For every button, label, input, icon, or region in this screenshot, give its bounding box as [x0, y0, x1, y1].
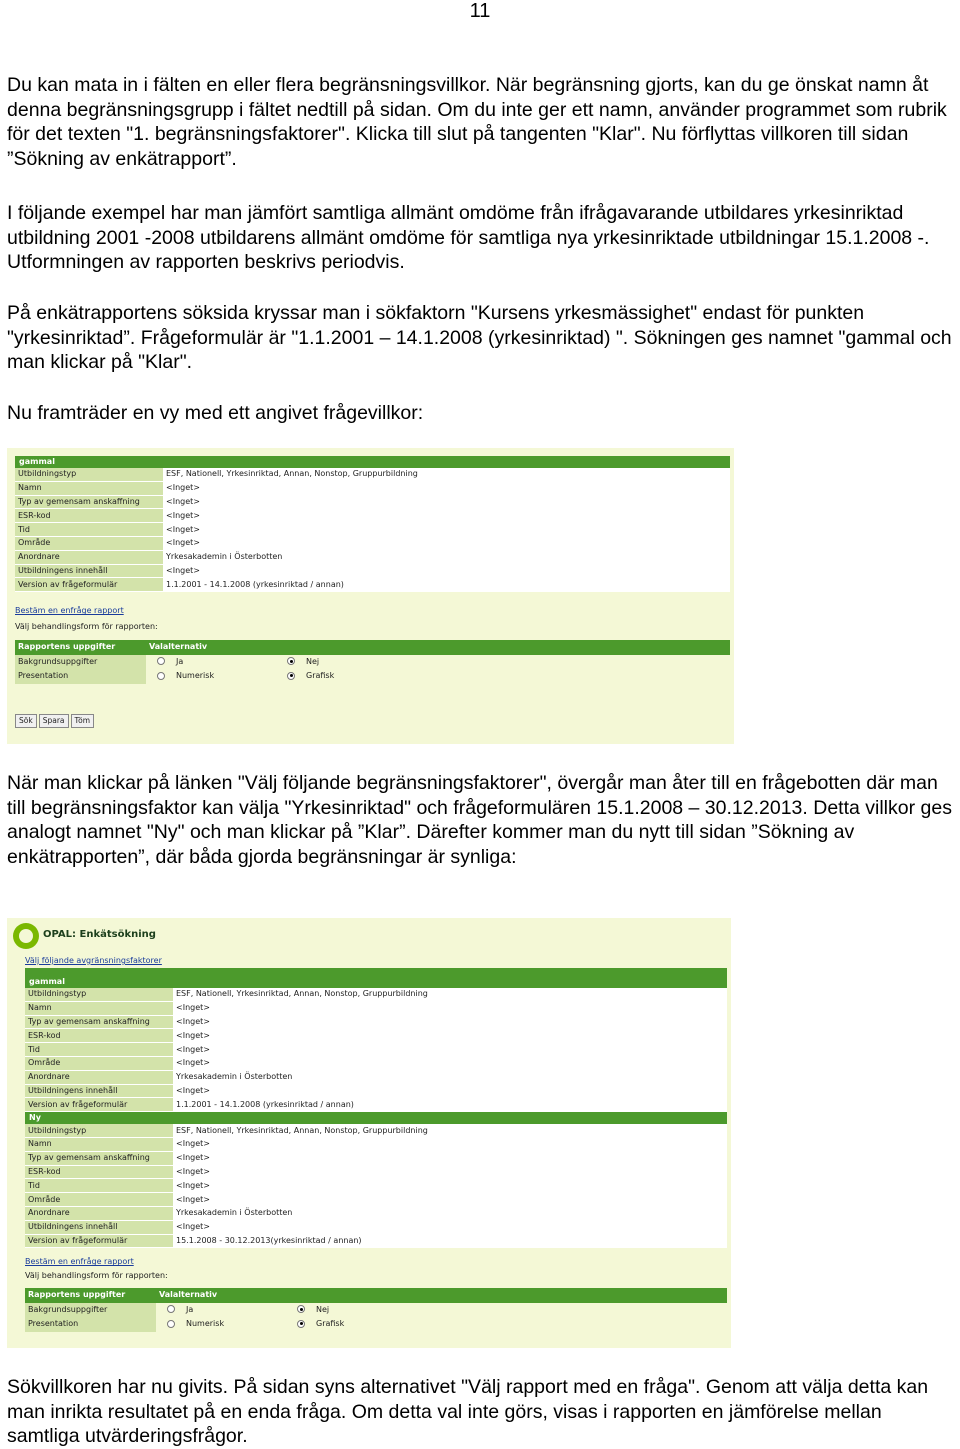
field-label: Namn [15, 481, 163, 495]
field-value: <Inget> [173, 1056, 727, 1070]
table-row [25, 1098, 727, 1112]
paragraph-link-info: När man klickar på länken "Välj följande begränsningsfaktorer", övergår man åter till en frågebotten där man till begränsningsfaktor kan välja "Yrkesinriktad" och frågeformulären 15.1.2008 – 30.12.2013. Detta villkor ges analogt namnet "Ny" och man klickar på ”Klar”. Därefter kommer man du nytt till sidan ”Sökning av enkätrapporten”, där båda gjorda begränsningar är synliga: [7, 772, 952, 868]
table-row [25, 1084, 727, 1098]
field-value: <Inget> [173, 1043, 727, 1057]
table-row [15, 495, 730, 509]
field-value: <Inget> [173, 1193, 727, 1207]
table-row [25, 1220, 727, 1234]
paragraph-view: Nu framträder en vy med ett angivet frågevillkor: [7, 402, 424, 424]
button-bar [15, 714, 730, 728]
table-row [25, 1179, 727, 1193]
field-value: <Inget> [173, 1151, 727, 1165]
field-label: Anordnare [15, 550, 163, 564]
table-row [25, 988, 727, 1001]
table-row [25, 1015, 727, 1029]
clear-button[interactable]: Töm [71, 714, 95, 728]
field-value: <Inget> [173, 1015, 727, 1029]
field-value: <Inget> [163, 481, 730, 495]
options-header-right: Valalternativ [156, 1288, 727, 1303]
table-row [25, 1151, 727, 1165]
field-label: Utbildningens innehåll [25, 1084, 173, 1098]
choose-limits-link[interactable]: Välj följande avgränsningsfaktorer [25, 956, 162, 965]
table-row [15, 655, 730, 670]
search-button[interactable]: Sök [15, 714, 37, 728]
table-row [25, 1070, 727, 1084]
table-row [25, 1165, 727, 1179]
table-row [15, 523, 730, 537]
choose-format-text: Välj behandlingsform för rapporten: [25, 1271, 168, 1281]
field-label: Typ av gemensam anskaffning [25, 1015, 173, 1029]
group-title: gammal [25, 976, 727, 988]
field-label: Tid [15, 523, 163, 537]
filter-table [15, 468, 730, 592]
table-row [25, 1317, 727, 1332]
field-label: Utbildningstyp [25, 1124, 173, 1137]
field-value: 15.1.2008 - 30.12.2013(yrkesinriktad / annan) [173, 1234, 727, 1248]
radio-numerisk[interactable] [157, 672, 165, 680]
field-label: Anordnare [25, 1070, 173, 1084]
paragraph-example: I följande exempel har man jämfört samtliga allmänt omdöme från ifrågavarande utbildares yrkesinriktad utbildning 2001 -2008 utbildarens allmänt omdöme för samtliga nya yrkesinriktade utbildningar 15.1.2008 -. Utformningen av rapporten beskrivs periodvis. [7, 202, 930, 274]
group-divider [25, 968, 727, 976]
screenshot-search-form [7, 448, 734, 744]
option-label: Presentation [25, 1317, 156, 1332]
save-button[interactable]: Spara [39, 714, 69, 728]
option-a: Ja [186, 1304, 194, 1314]
field-label: Version av frågeformulär [25, 1234, 173, 1248]
opal-logo-icon [13, 923, 39, 949]
field-label: Tid [25, 1043, 173, 1057]
field-label: Utbildningens innehåll [15, 564, 163, 578]
group-title: gammal [15, 456, 730, 468]
single-question-report-link[interactable]: Bestäm en enfråge rapport [25, 1257, 134, 1267]
radio-grafisk[interactable] [297, 1320, 305, 1328]
radio-numerisk[interactable] [167, 1320, 175, 1328]
group-title: Ny [25, 1112, 727, 1124]
filter-table [25, 1124, 727, 1248]
table-row [15, 468, 730, 481]
field-value: Yrkesakademin i Österbotten [163, 550, 730, 564]
option-b: Grafisk [316, 1319, 345, 1329]
table-row [25, 1043, 727, 1057]
field-value: 1.1.2001 - 14.1.2008 (yrkesinriktad / annan) [163, 578, 730, 592]
radio-nej[interactable] [297, 1305, 305, 1313]
field-value: <Inget> [173, 1084, 727, 1098]
field-value: <Inget> [173, 1137, 727, 1151]
field-label: Utbildningens innehåll [25, 1220, 173, 1234]
field-value: <Inget> [173, 1029, 727, 1043]
field-label: Tid [25, 1179, 173, 1193]
field-value: ESF, Nationell, Yrkesinriktad, Annan, Nonstop, Gruppurbildning [173, 988, 727, 1001]
option-label: Presentation [15, 669, 146, 684]
option-a: Ja [176, 656, 184, 666]
opal-header [7, 918, 731, 952]
option-b: Grafisk [306, 671, 335, 681]
field-label: Område [25, 1056, 173, 1070]
option-a: Numerisk [176, 671, 215, 681]
table-row [15, 550, 730, 564]
options-header-left: Rapportens uppgifter [25, 1288, 156, 1303]
field-value: <Inget> [173, 1165, 727, 1179]
table-row [25, 1124, 727, 1137]
field-value: <Inget> [163, 523, 730, 537]
page-number: 11 [469, 0, 491, 22]
table-row [25, 1193, 727, 1207]
field-value: Yrkesakademin i Österbotten [173, 1070, 727, 1084]
table-row [25, 1206, 727, 1220]
field-label: Namn [25, 1001, 173, 1015]
paragraph-intro: Du kan mata in i fälten en eller flera begränsningsvillkor. När begränsning gjorts, kan du ge önskat namn åt denna begränsningsgrupp i fältet nedtill på sidan. Om du inte ger ett namn, använder programmet som rubrik för det texten "1. begränsningsfaktorer". Klicka till slut på tangenten "Klar". Nu förflyttas villkoren till sidan ”Sökning av enkätrapport”. [7, 74, 947, 170]
field-label: ESR-kod [25, 1029, 173, 1043]
screenshot-opal-search [7, 918, 731, 1348]
app-title: OPAL: Enkätsökning [43, 929, 156, 940]
field-label: ESR-kod [15, 509, 163, 523]
field-value: <Inget> [163, 564, 730, 578]
field-value: 1.1.2001 - 14.1.2008 (yrkesinriktad / annan) [173, 1098, 727, 1112]
field-label: Anordnare [25, 1206, 173, 1220]
field-label: Typ av gemensam anskaffning [25, 1151, 173, 1165]
table-row [25, 1303, 727, 1318]
table-row [15, 481, 730, 495]
table-row [25, 1056, 727, 1070]
table-row [15, 564, 730, 578]
options-header-right: Valalternativ [146, 640, 730, 655]
field-value: ESF, Nationell, Yrkesinriktad, Annan, Nonstop, Gruppurbildning [163, 468, 730, 481]
field-label: Område [15, 536, 163, 550]
choose-format-text: Välj behandlingsform för rapporten: [15, 622, 158, 632]
filter-table [25, 988, 727, 1112]
field-value: <Inget> [173, 1220, 727, 1234]
field-label: Version av frågeformulär [15, 578, 163, 592]
radio-nej[interactable] [287, 657, 295, 665]
option-b: Nej [306, 656, 320, 666]
field-value: <Inget> [173, 1179, 727, 1193]
field-value: <Inget> [163, 509, 730, 523]
field-value: Yrkesakademin i Österbotten [173, 1206, 727, 1220]
field-label: Typ av gemensam anskaffning [15, 495, 163, 509]
table-row [15, 509, 730, 523]
field-value: <Inget> [163, 536, 730, 550]
option-b: Nej [316, 1304, 330, 1314]
field-value: ESF, Nationell, Yrkesinriktad, Annan, Nonstop, Gruppurbildning [173, 1124, 727, 1137]
paragraph-conclusion: Sökvillkoren har nu givits. På sidan syns alternativet "Välj rapport med en fråga". Genom att välja detta kan man inrikta resultatet på en enda fråga. Om detta val inte görs, visas i rapporten en jämförelse mellan samtliga utvärderingsfrågor. [7, 1376, 929, 1448]
table-row [25, 1029, 727, 1043]
radio-ja[interactable] [167, 1305, 175, 1313]
paragraph-search-page: På enkätrapportens söksida kryssar man i sökfaktorn "Kursens yrkesmässighet" endast för punkten "yrkesinriktad”. Frågeformulär är "1.1.2001 – 14.1.2008 (yrkesinriktad) ". Sökningen ges namnet "gammal och man klickar på "Klar". [7, 302, 952, 374]
table-row [25, 1234, 727, 1248]
option-label: Bakgrundsuppgifter [25, 1303, 156, 1318]
field-label: Namn [25, 1137, 173, 1151]
field-value: <Inget> [173, 1001, 727, 1015]
radio-grafisk[interactable] [287, 672, 295, 680]
report-options-table [15, 640, 730, 684]
options-header-left: Rapportens uppgifter [15, 640, 146, 655]
table-row [25, 1001, 727, 1015]
radio-ja[interactable] [157, 657, 165, 665]
field-label: Version av frågeformulär [25, 1098, 173, 1112]
table-row [15, 669, 730, 684]
option-a: Numerisk [186, 1319, 225, 1329]
field-label: ESR-kod [25, 1165, 173, 1179]
field-label: Utbildningstyp [25, 988, 173, 1001]
field-value: <Inget> [163, 495, 730, 509]
table-row [25, 1137, 727, 1151]
option-label: Bakgrundsuppgifter [15, 655, 146, 670]
table-row [15, 578, 730, 592]
table-row [15, 536, 730, 550]
single-question-report-link[interactable]: Bestäm en enfråge rapport [15, 606, 124, 616]
field-label: Område [25, 1193, 173, 1207]
report-options-table [25, 1288, 727, 1332]
field-label: Utbildningstyp [15, 468, 163, 481]
